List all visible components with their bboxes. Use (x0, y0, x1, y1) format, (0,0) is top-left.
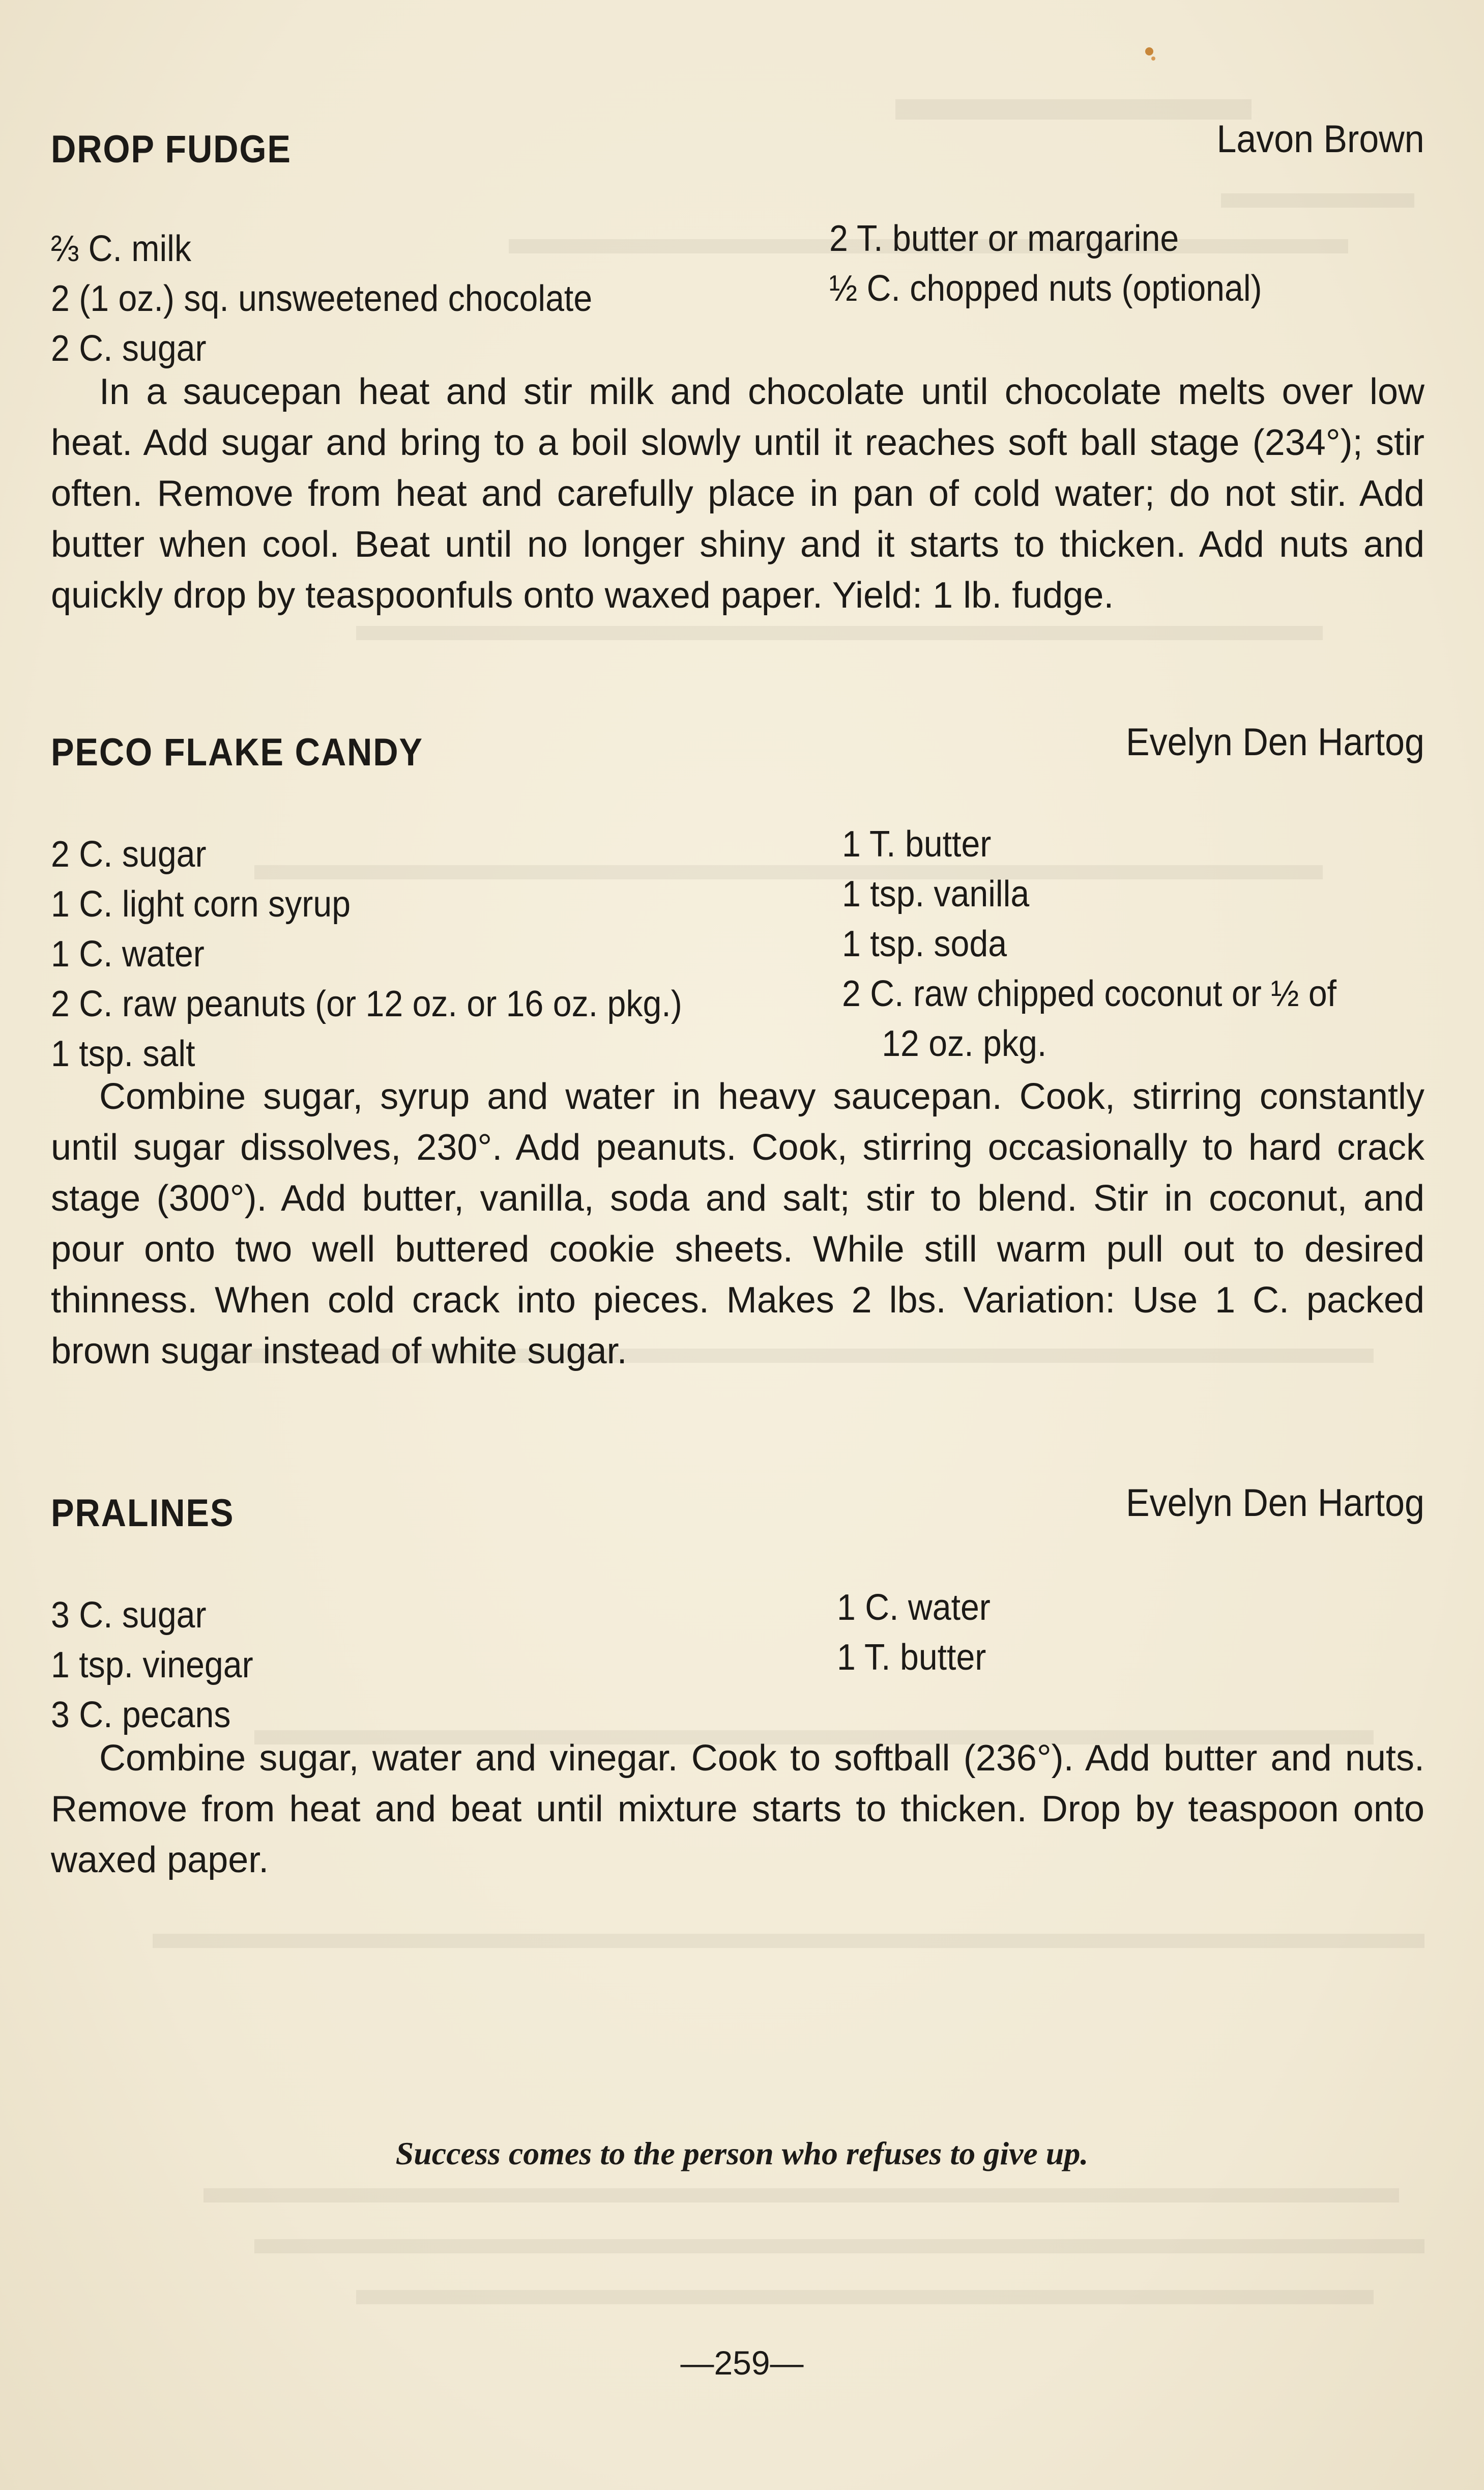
recipe-drop-fudge (51, 117, 1424, 626)
recipe-instructions: Combine sugar, syrup and water in heavy saucepan. Cook, stirring constantly until sugar dissolves, 230°. Add peanuts. Cook, stirring occasionally to hard crack stage (300°). Add butter, vanilla, soda and salt; stir to blend. Stir in coconut, and pour onto two well buttered cookie sheets. While still warm pull out to desired thinness. When cold crack into pieces. Makes 2 lbs. Variation: Use 1 C. packed brown sugar instead of white sugar. (51, 1076, 1424, 1371)
ingredient: 2 C. sugar (51, 834, 207, 875)
ingredient: 1 T. butter (837, 1637, 986, 1678)
ingredient: 1 tsp. vinegar (51, 1645, 253, 1685)
recipe-instructions: Combine sugar, water and vinegar. Cook to softball (236°). Add butter and nuts. Remove from heat and beat until mixture starts to thicken. Drop by teaspoon onto waxed paper. (51, 1738, 1424, 1880)
recipe-pralines (51, 1476, 1424, 1893)
ingredient: 2 (1 oz.) sq. unsweetened chocolate (51, 278, 593, 319)
ingredient: 1 T. butter (842, 824, 992, 865)
ingredients-left (51, 1590, 253, 1740)
ingredient: 2 C. sugar (51, 328, 207, 369)
ingredients-right (842, 819, 1336, 1069)
ingredient: 2 C. raw chipped coconut or ½ of (842, 974, 1337, 1014)
ingredient: 1 C. water (51, 934, 205, 975)
ingredient: 1 tsp. salt (51, 1034, 195, 1074)
ingredients-left (51, 224, 592, 374)
ingredients-left (51, 829, 682, 1079)
ingredient: 2 C. raw peanuts (or 12 oz. or 16 oz. pkg.) (51, 984, 682, 1024)
recipe-peco-flake-candy (51, 720, 1424, 1448)
ingredient: ⅔ C. milk (51, 228, 192, 269)
ingredient: 2 T. butter or margarine (829, 218, 1179, 259)
recipe-author: Evelyn Den Hartog (1126, 1481, 1424, 1525)
recipe-author: Lavon Brown (1216, 118, 1424, 161)
recipe-title: PRALINES (51, 1492, 235, 1535)
ingredient: 1 C. light corn syrup (51, 884, 351, 925)
ingredients-right (829, 214, 1262, 313)
stain-speck (1142, 43, 1157, 64)
ingredients-right (837, 1583, 991, 1682)
page-number: —259— (680, 2344, 804, 2382)
recipe-title: PECO FLAKE CANDY (51, 731, 423, 774)
ingredient: 3 C. pecans (51, 1695, 231, 1735)
ingredient: 1 tsp. vanilla (842, 874, 1030, 914)
ingredient: 1 C. water (837, 1587, 991, 1628)
ingredient: 3 C. sugar (51, 1595, 207, 1636)
ingredient: 12 oz. pkg. (882, 1023, 1047, 1064)
motivational-quote: Success comes to the person who refuses to give up. (395, 2135, 1089, 2171)
recipe-title: DROP FUDGE (51, 128, 292, 171)
ingredient: ½ C. chopped nuts (optional) (829, 268, 1262, 309)
recipe-instructions: In a saucepan heat and stir milk and chocolate until chocolate melts over low heat. Add sugar and bring to a boil slowly until it reaches soft ball stage (234°); stir often. Remove from heat and carefully place in pan of cold water; do not stir. Add butter when cool. Beat until no longer shiny and it starts to thicken. Add nuts and quickly drop by teaspoonfuls onto waxed paper. Yield: 1 lb. fudge. (51, 371, 1424, 616)
recipe-author: Evelyn Den Hartog (1126, 721, 1424, 764)
ingredient: 1 tsp. soda (842, 924, 1007, 964)
